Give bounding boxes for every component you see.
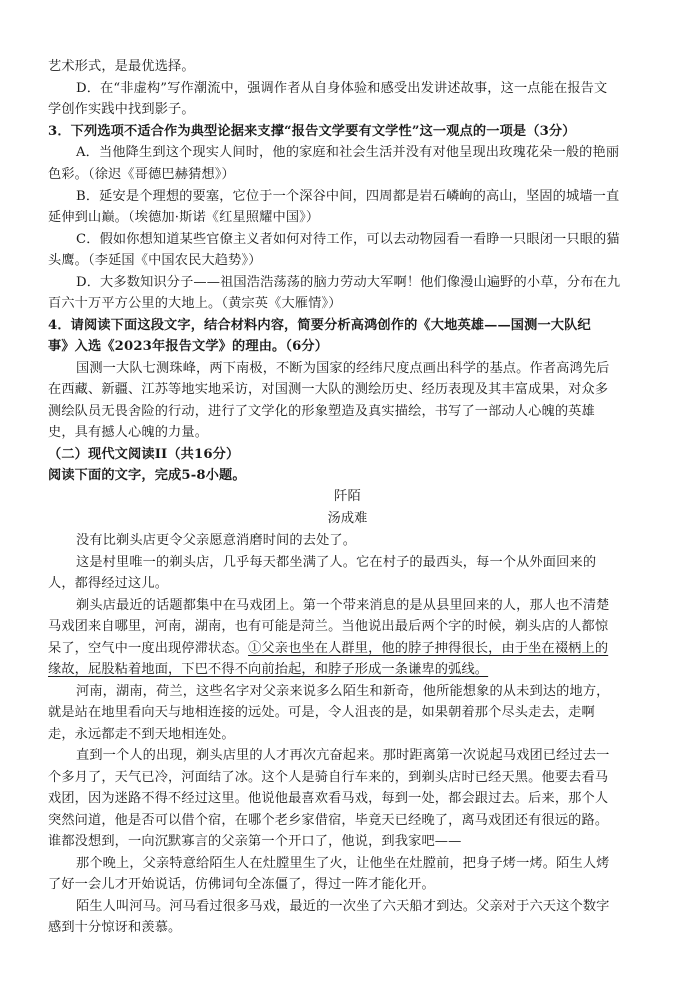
option-b-line: B．延安是个理想的要塞，它位于一个深谷中间，四周都是岩石嶙峋的高山，坚固的城墙一直 [76,189,620,204]
text-line: 百六十万平方公里的大地上。（黄宗英《大雁情》） [48,296,342,311]
story-author: 汤成难 [327,511,368,526]
underlined-sentence-1: ①父亲也坐在人群里，他的脖子抻得很长，由于坐在裰柄上的 [248,641,609,656]
text-line: 学创作实践中找到影子。 [48,102,195,117]
option-d-line: D．大多数知识分子——祖国浩浩荡荡的脑力劳动大军啊！他们像漫山遍野的小草，分布在九 [76,275,621,290]
question-3: 3．下列选项不适合作为典型论据来支撑“报告文学要有文学性”这一观点的一项是（3分） [48,124,576,139]
question-4-cont: 事》入选《2023年报告文学》的理由。（6分） [48,339,329,354]
material-line: 国测一大队七测珠峰，两下南极，不断为国家的经纬尺度点画出科学的基点。作者高鸿先后 [76,361,610,376]
story-line: 就是站在地里看向天与地相连接的远处。可是，令人沮丧的是，如果朝着那个尽头走去，走啊 [48,705,595,720]
story-line: 这是村里唯一的剃头店，几乎每天都坐满了人。它在村子的最西头，每一个从外面回来的 [76,555,597,570]
story-line: 突然问道，他是否可以借个宿，在哪个老乡家借宿，毕竟天已经晚了，离马戏团还有很远的路。 [48,813,609,828]
material-line: 测绘队员无畏舍险的行动，进行了文学化的形象塑造及真实描绘，书写了一部动人心魄的英雄 [48,404,595,419]
story-line: 那个晚上，父亲特意给陌生人在灶膛里生了火，让他坐在灶膛前，把身子烤一烤。陌生人烤 [76,856,610,871]
material-line: 史，具有撼人心魄的力量。 [48,425,209,440]
story-line [48,639,608,659]
story-line: 走，永远都走不到天地相连处。 [48,727,235,742]
story-line: 马戏团来自哪里，河南，湖南，也有可能是菏兰。当他说出最后两个字的时候，剃头店的人都惊 [48,619,609,634]
story-line: 剃头店最近的话题都集中在马戏团上。第一个带来消息的是从县里回来的人，那人也不清楚 [76,598,610,613]
underlined-sentence-1-cont: 缘故，屁股粘着地面，下巴不得不向前抬起，和脖子形成一条谦卑的弧线。 [48,662,489,677]
text-line: 延伸到山巅。（埃德加·斯诺《红星照耀中国》） [48,210,320,225]
option-a-line: A．当他降生到这个现实人间时，他的家庭和社会生活并没有对他呈现出玫瑰花朵一般的艳丽 [76,145,620,160]
story-line: 直到一个人的出现，剃头店里的人才再次亢奋起来。那时距离第一次说起马戏团已经过去一 [76,748,610,763]
text-line: 头鹰。（李延国《中国农民大趋势》） [48,253,262,268]
story-line: 谁都没想到，一向沉默寡言的父亲第一个开口了，他说，到我家吧—— [48,834,462,849]
section-heading: （二）现代文阅读II（共16分） [48,447,240,462]
question-4: 4．请阅读下面这段文字，结合材料内容，简要分析高鸿创作的《大地英雄——国测一大队纪 [48,318,591,333]
story-title: 阡陌 [334,489,361,504]
story-line: 人，都得经过这儿。 [48,576,169,591]
story-line: 个多月了，天气已冷，河面结了冰。这个人是骑自行车来的，到剃头店时已经天黑。他要去看马 [48,770,609,785]
story-line: 戏团，因为迷路不得不经过这里。他说他最喜欢看马戏，每到一处，都会跟过去。后来，那个人 [48,791,609,806]
story-line: 了好一会儿才开始说话，仿佛词句全冻僵了，得过一阵才能化开。 [48,877,435,892]
reading-instruction: 阅读下面的文字，完成5-8小题。 [48,468,246,483]
option-c-line: C．假如你想知道某些官僚主义者如何对待工作，可以去动物园看一看睁一只眼闭一只眼的猫 [76,232,620,247]
story-line: 河南，湖南，荷兰，这些名字对父亲来说多么陌生和新奇，他所能想象的从未到达的地方， [76,684,610,699]
story-line: 陌生人叫河马。河马看过很多马戏，最近的一次坐了六天船才到达。父亲对于六天这个数字 [76,899,610,914]
text-line: 色彩。（徐迟《哥德巴赫猜想》） [48,167,235,182]
story-text: 呆了，空气中一度出现停滞状态。 [48,641,249,656]
story-line: 没有比剃头店更令父亲愿意消磨时间的去处了。 [76,533,357,548]
story-line: 感到十分惊讶和羡慕。 [48,920,182,935]
material-line: 在西藏、新疆、江苏等地实地采访，对国测一大队的测绘历史、经历表现及其丰富成果，对众多 [48,382,609,397]
option-d-line: D．在“非虚构”写作潮流中，强调作者从自身体验和感受出发讲述故事，这一点能在报告文 [76,81,608,96]
text-line: 艺术形式，是最优选择。 [48,59,195,74]
